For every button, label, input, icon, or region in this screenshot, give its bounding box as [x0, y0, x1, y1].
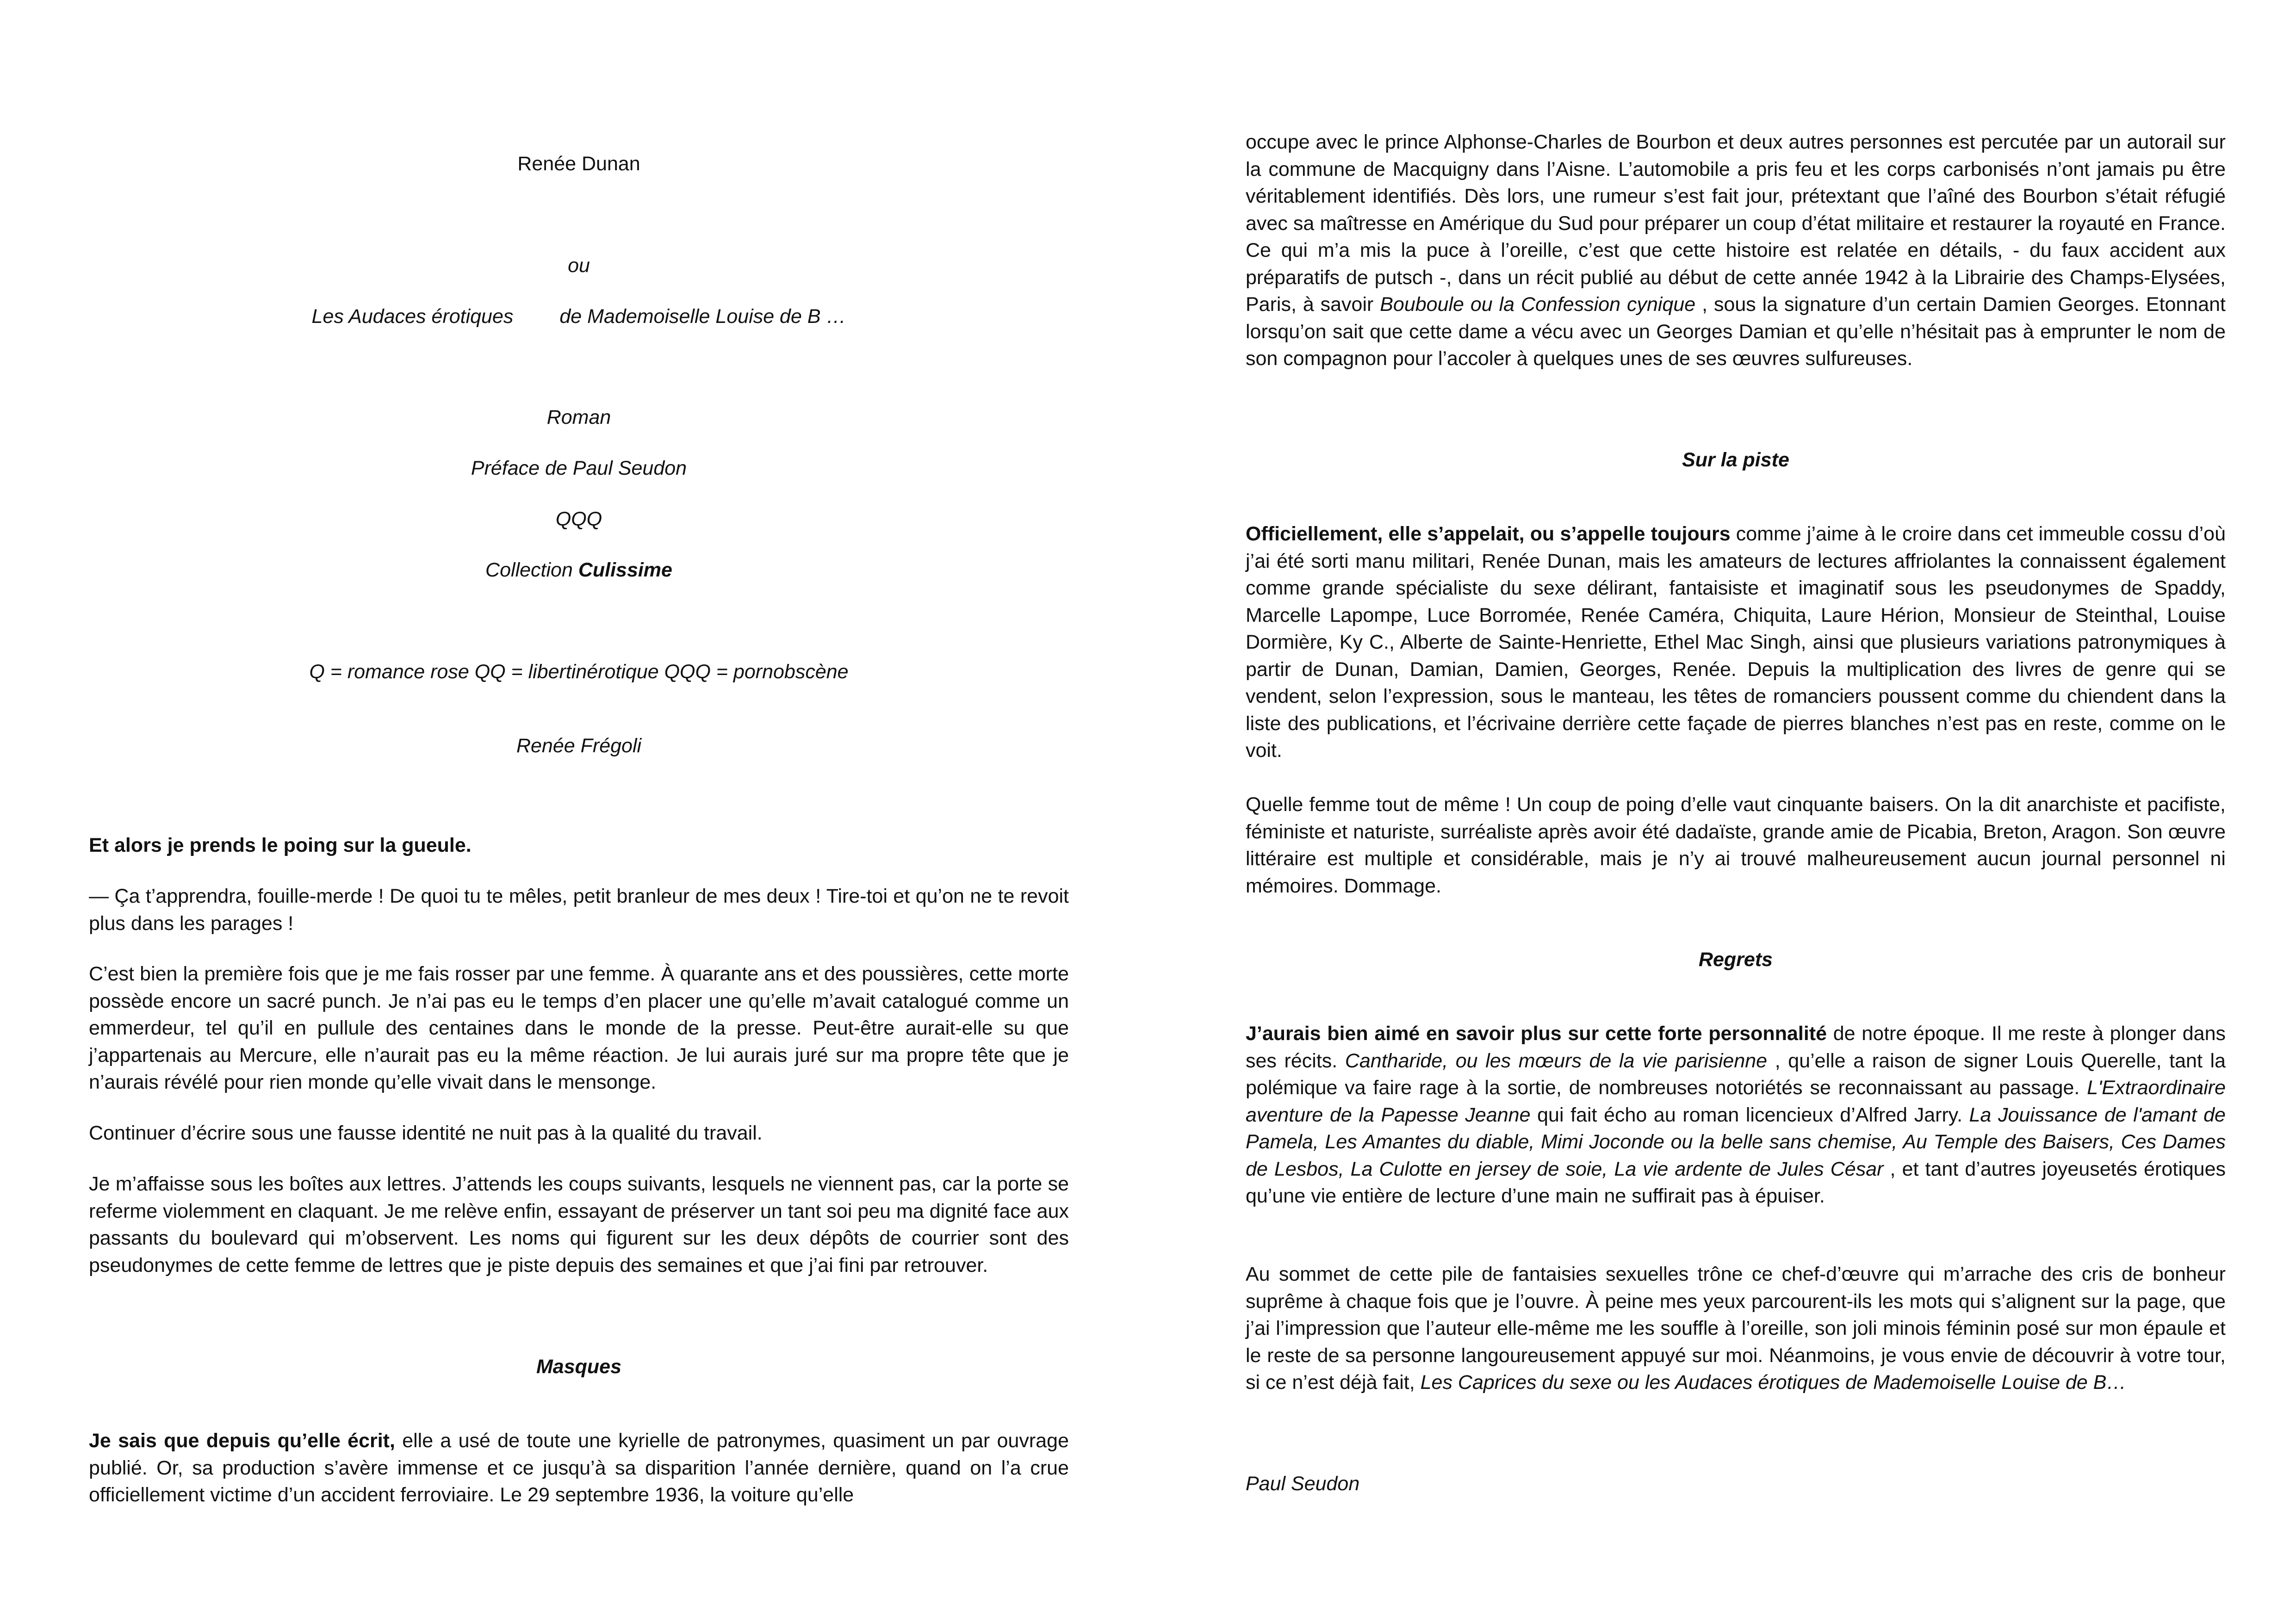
paragraph-text: , sous la signature d’un certain Damien Georges. Etonnant lorsqu’on sait que cette dame a vécu avec un Georges Damian et qu’elle n’hésitait pas à emprunter le nom de son compagnon pour l’accoler à quelques unes de ses œuvres sulfureuses. [1246, 293, 2226, 370]
paragraph: Continuer d’écrire sous une fausse identité ne nuit pas à la qualité du travail. [89, 1122, 763, 1144]
subtitle [89, 303, 1069, 330]
collection-name: Culissime [578, 559, 672, 581]
paragraph-text: Au sommet de cette pile de fantaisies sexuelles trône ce chef-d’œuvre qui m’arrache des cris de bonheur suprême à chaque fois que je l’ouvre. À peine mes yeux parcourent-ils les mots qui s’alignent sur la page, que j’ai l’impression que l’auteur elle-même me les souffle à l’oreille, son joli minois féminin posé sur mon épaule et le reste de sa personne langoureusement appuyé sur moi. Néanmoins, je vous envie de découvrir à votre tour, si ce n’est déjà fait, [1246, 1263, 2226, 1394]
collection-prefix: Collection [485, 559, 578, 581]
paragraph: Je m’affaisse sous les boîtes aux lettres. J’attends les coups suivants, lesquels ne viennent pas, car la porte se referme violemment en claquant. Je me relève enfin, essayant de préserver un tant soi peu ma dignité face aux passants du boulevard qui m’observent. Les noms qui figurent sur les deux dépôts de courrier sont des pseudonymes de cette femme de lettres que je piste depuis des semaines et que j’ai fini par retrouver. [89, 1173, 1069, 1276]
collection-line [89, 557, 1069, 584]
paragraph [89, 1427, 1069, 1509]
paragraph-text: occupe avec le prince Alphonse-Charles de Bourbon et deux autres personnes est percutée par un autorail sur la commune de Macquigny dans l’Aisne. L’automobile a pris feu et les corps carbonisés n’ont jamais pu être véritablement identifiés. Dès lors, une rumeur s’est fait jour, prétextant que l’aîné des Bourbon s’était réfugié avec sa maîtresse en Amérique du Sud pour préparer un coup d’état militaire et restaurer la royauté en France. Ce qui m’a mis la puce à l’oreille, c’est que cette histoire est relatée en détails, - du faux accident aux préparatifs de putsch -, dans un récit publié au début de cette année 1942 à la Librairie des Champs-Elysées, Paris, à savoir [1246, 131, 2226, 316]
paragraph [1246, 1020, 2226, 1210]
paragraph-text: elle a usé de toute une kyrielle de patronymes, quasiment un par ouvrage publié. Or, sa production s’avère immense et ce jusqu’à sa disparition l’année dernière, quand on l’a crue officiellement victime d’un accident ferroviaire. Le 29 septembre 1936, la voiture qu’elle [89, 1430, 1069, 1506]
section-heading-piste: Sur la piste [1682, 449, 1789, 471]
book-title: Cantharide, ou les mœurs de la vie parisienne [1345, 1049, 1768, 1072]
book-title: Bouboule ou la Confession cynique [1380, 293, 1696, 316]
signature: Paul Seudon [1246, 1473, 1360, 1495]
paragraph [1246, 1261, 2226, 1396]
subtitle-part1: Les Audaces érotiques [311, 305, 514, 328]
paragraph: C’est bien la première fois que je me fais rosser par une femme. À quarante ans et des poussières, cette morte possède encore un sacré punch. Je n’ai pas eu le temps d’en placer une qu’elle m’avait catalogué comme un emmerdeur, tel qu’il en pullule des centaines dans le monde de la presse. Peut-être aurait-elle su que j’appartenais au Mercure, elle n’aurait pas eu la même réaction. Je lui aurais juré sur ma propre tête que je n’aurais révélé pour rien monde qu’elle vivait dans le mensonge. [89, 963, 1069, 1093]
lead-in: Je sais que depuis qu’elle écrit, [89, 1430, 395, 1452]
paragraph: Quelle femme tout de même ! Un coup de poing d’elle vaut cinquante baisers. On la dit anarchiste et pacifiste, féministe et naturiste, surréaliste après avoir été dadaïste, grande amie de Picabia, Breton, Aragon. Son œuvre littéraire est multiple et considérable, mais je n’y ai trouvé malheureusement aucun journal personnel ni mémoires. Dommage. [1246, 793, 2226, 897]
paragraph-text: , qu’elle a raison de signer Louis Querelle, tant la polémique va faire rage à la sortie, de nombreuses notoriétés se reconnaissant au passage. [1246, 1049, 2226, 1099]
paragraph [1246, 129, 2226, 372]
lead-in: Officiellement, elle s’appelait, ou s’appelle toujours [1246, 523, 1731, 545]
book-title: L'Extraordinaire aventure de la Papesse Jeanne [1246, 1077, 2226, 1126]
rating-line: QQQ [555, 508, 602, 530]
lead-in: J’aurais bien aimé en savoir plus sur cette forte personnalité [1246, 1022, 1827, 1045]
book-title: Les Caprices du sexe ou les Audaces érotiques de Mademoiselle Louise de B… [1420, 1371, 2127, 1394]
paragraph-text: , et tant d’autres joyeusetés érotiques qu’une vie entière de lecture d’une main ne suffirait pas à épuiser. [1246, 1158, 2226, 1207]
section-heading-masques: Masques [536, 1356, 621, 1378]
section-heading-regrets: Regrets [1698, 948, 1773, 971]
genre-line: Roman [546, 406, 611, 428]
paragraph [1246, 520, 2226, 764]
paragraph-text: qui fait écho au roman licencieux d’Alfred Jarry. [1530, 1103, 1969, 1126]
book-title-list: La Jouissance de l'amant de Pamela, Les Amantes du diable, Mimi Joconde ou la belle sans chemise, Au Temple des Baisers, Ces Dames de Lesbos, La Culotte en jersey de soie, La vie ardente de Jules César [1246, 1103, 2226, 1180]
author-name: Renée Dunan [517, 153, 640, 175]
paragraph-text: de notre époque. Il me reste à plonger dans ses récits. [1246, 1022, 2226, 1072]
paragraph-text: comme j’aime à le croire dans cet immeuble cossu d’où j’ai été sorti manu militari, Renée Dunan, mais les amateurs de lectures affriolantes la connaissent également comme grande spécialiste du sexe délirant, fantaisiste et imaginatif sous les pseudonymes de Spaddy, Marcelle Lapompe, Luce Borromée, Renée Caméra, Chiquita, Laure Hérion, Monsieur de Steinthal, Louise Dormière, Ky C., Alberte de Sainte-Henriette, Ethel Mac Singh, ainsi que plusieurs variations patronymiques à partir de Dunan, Damian, Damien, Georges, Renée. Depuis la multiplication des livres de genre qui se vendent, selon l’expression, sous le manteau, les têtes de romanciers poussent comme du chiendent dans la liste des publications, et l’écrivaine derrière cette façade de pierres blanches n’est pas en reste, comme on le voit. [1246, 523, 2226, 762]
pseudonym-line: Renée Frégoli [516, 735, 642, 757]
rating-legend: Q = romance rose QQ = libertinérotique QQQ = pornobscène [309, 661, 849, 683]
ou-line: ou [568, 254, 590, 277]
paragraph: — Ça t’apprendra, fouille-merde ! De quoi tu te mêles, petit branleur de mes deux ! Tire-toi et qu’on ne te revoit plus dans les parages ! [89, 885, 1069, 935]
opening-line: Et alors je prends le poing sur la gueule. [89, 834, 472, 856]
preface-line: Préface de Paul Seudon [471, 457, 687, 479]
subtitle-part2: de Mademoiselle Louise de B … [559, 305, 846, 328]
